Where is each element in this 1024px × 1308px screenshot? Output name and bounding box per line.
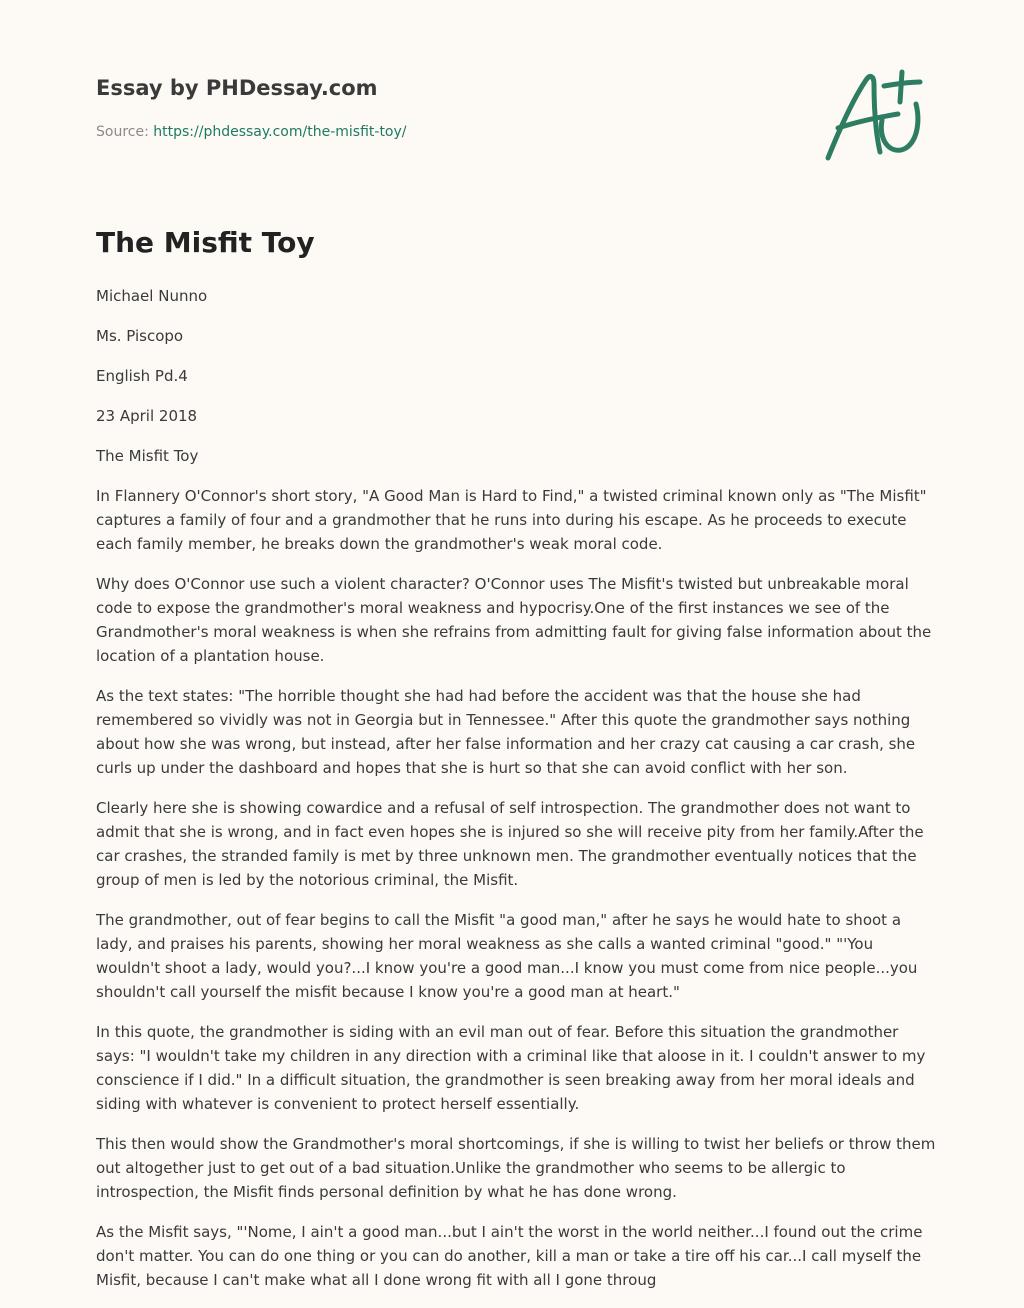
paragraph: In this quote, the grandmother is siding with an evil man out of fear. Before this situation the grandmother says: "I wouldn't take my children in any direction with a criminal like that aloose in it. I couldn't answer to my conscience if I did." In a difficult situation, the grandmother is seen breaking away from her moral ideals and siding with whatever is convenient to protect herself essentially. — [96, 1023, 926, 1113]
paragraph: In Flannery O'Connor's short story, "A Good Man is Hard to Find," a twisted criminal known only as "The Misfit" captures a family of four and a grandmother that he runs into during his escape. As he proceeds to execute each family member, he breaks down the grandmother's weak moral code. — [96, 487, 927, 553]
paragraph: As the Misfit says, "'Nome, I ain't a good man...but I ain't the worst in the world neither...I found out the crime don't matter. You can do one thing or you can do another, kill a man or take a tire off his car...I call myself the Misfit, because I can't make what all I done wrong fit with all I gone throug — [96, 1223, 923, 1289]
author-name: Michael Nunno — [96, 287, 208, 305]
paragraph: This then would show the Grandmother's moral shortcomings, if she is willing to twist her beliefs or throw them out altogether just to get out of a bad situation.Unlike the grandmother who seems to be allergic to introspection, the Misfit finds personal definition by what he has done wrong. — [96, 1135, 936, 1201]
source-link[interactable]: https://phdessay.com/the-misfit-toy/ — [153, 124, 407, 140]
source-label: Source: — [96, 124, 154, 140]
class-period: English Pd.4 — [96, 367, 188, 385]
paragraph: As the text states: "The horrible thought she had had before the accident was that the house she had remembered so vividly was not in Georgia but in Tennessee." After this quote the grandmother says nothing about how she was wrong, but instead, after her false information and her crazy cat causing a car crash, she curls up under the dashboard and hopes that she is hurt so that she can avoid conflict with her son. — [96, 687, 916, 777]
paragraph: Clearly here she is showing cowardice and a refusal of self introspection. The grandmother does not want to admit that she is wrong, and in fact even hopes she is injured so she will receive pity from her family.After the car crashes, the stranded family is met by three unknown men. The grandmother eventually notices that the group of men is led by the notorious criminal, the Misfit. — [96, 799, 924, 889]
site-title: Essay by PHDessay.com — [96, 76, 378, 100]
essay-subtitle: The Misfit Toy — [96, 447, 199, 465]
essay-title: The Misfit Toy — [96, 226, 315, 259]
paragraph: Why does O'Connor use such a violent character? O'Connor uses The Misfit's twisted but unbreakable moral code to expose the grandmother's moral weakness and hypocrisy.One of the first instances we see of the Grandmother's moral weakness is when she refrains from admitting fault for giving false information about the location of a plantation house. — [96, 575, 932, 665]
source-line — [96, 124, 407, 140]
a-plus-logo-icon — [820, 68, 924, 164]
teacher-name: Ms. Piscopo — [96, 327, 184, 345]
essay-date: 23 April 2018 — [96, 407, 198, 425]
essay-body — [96, 284, 936, 1308]
paragraph: The grandmother, out of fear begins to call the Misfit "a good man," after he says he would hate to shoot a lady, and praises his parents, showing her moral weakness as she calls a wanted criminal "good." "'You wouldn't shoot a lady, would you?...I know you're a good man...I know you must come from nice people...you shouldn't call yourself the misfit because I know you're a good man at heart." — [96, 911, 918, 1001]
